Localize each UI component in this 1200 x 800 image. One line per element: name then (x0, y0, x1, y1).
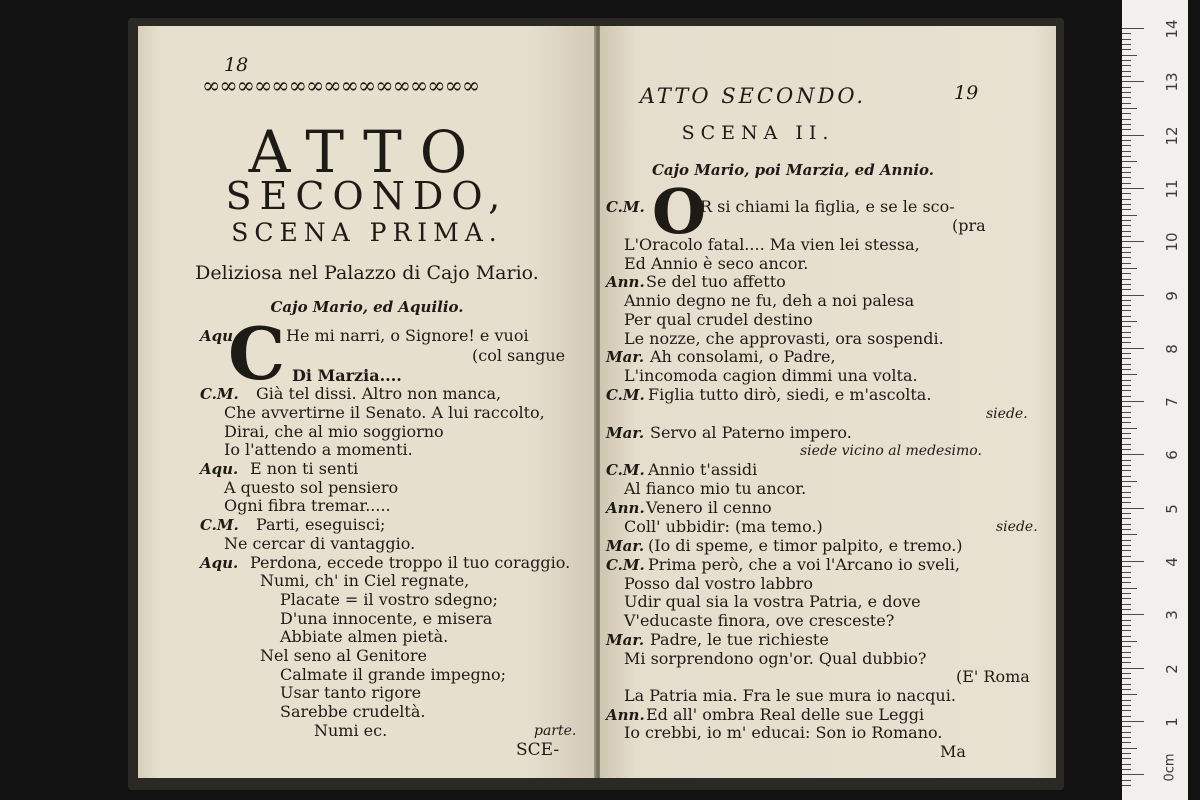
dialogue-line: Coll' ubbidir: (ma temo.) (624, 517, 823, 536)
ruler-tick (1122, 81, 1144, 82)
ruler-tick (1122, 785, 1131, 786)
ruler-label: 11 (1163, 179, 1181, 199)
ruler-tick (1122, 263, 1131, 264)
ruler-tick (1122, 353, 1131, 354)
act-number: SECONDO, (225, 174, 509, 218)
ruler-tick (1122, 412, 1131, 413)
ruler-tick (1122, 279, 1131, 280)
ruler-tick (1122, 332, 1131, 333)
ruler-tick (1122, 44, 1131, 45)
ruler-label: 8 (1163, 344, 1181, 354)
dialogue-line: Ah consolami, o Padre, (650, 347, 836, 366)
ruler-tick (1122, 284, 1131, 285)
ruler-tick (1122, 673, 1131, 674)
ruler-tick (1122, 705, 1131, 706)
ruler-tick (1122, 60, 1131, 61)
ruler-tick (1122, 764, 1131, 765)
ruler-tick (1122, 508, 1144, 509)
ruler-tick (1122, 49, 1131, 50)
dialogue-line: He mi narri, o Signore! e vuoi (286, 326, 529, 345)
speaker-label: C.M. (606, 461, 645, 479)
ruler-tick (1122, 225, 1131, 226)
dialogue-line: Le nozze, che approvasti, ora sospendi. (624, 329, 944, 348)
speaker-label: C.M. (200, 385, 239, 403)
ruler-tick (1122, 385, 1131, 386)
ruler-tick (1122, 321, 1137, 322)
dialogue-line: E non ti senti (250, 459, 359, 478)
dialogue-line: Per qual crudel destino (624, 310, 813, 329)
ruler-tick (1122, 204, 1131, 205)
ruler-tick (1122, 598, 1131, 599)
ruler-tick (1122, 39, 1131, 40)
stage-direction: siede. (986, 406, 1028, 422)
dialogue-line: Usar tanto rigore (280, 683, 422, 702)
ruler-tick (1122, 273, 1131, 274)
ruler-tick (1122, 566, 1131, 567)
ruler-tick (1122, 33, 1131, 34)
scene-persons: Cajo Mario, ed Aquilio. (270, 298, 464, 316)
dialogue-line: Ne cercar di vantaggio. (224, 534, 416, 553)
ruler-tick (1122, 492, 1131, 493)
ruler-tick (1122, 556, 1131, 557)
ruler-tick (1122, 300, 1131, 301)
ruler-label: 7 (1163, 397, 1181, 407)
dialogue-line: (E' Roma (956, 667, 1030, 686)
dialogue-line: A questo sol pensiero (224, 478, 399, 497)
ruler-tick (1122, 172, 1131, 173)
speaker-label: C.M. (606, 386, 645, 404)
ruler-tick (1122, 28, 1144, 29)
ruler-tick (1122, 646, 1131, 647)
stage-direction: siede vicino al medesimo. (800, 443, 982, 459)
ruler-tick (1122, 390, 1131, 391)
ruler-tick (1122, 108, 1137, 109)
ruler-tick (1122, 561, 1144, 562)
dialogue-line: D'una innocente, e misera (280, 609, 493, 628)
ruler-tick (1122, 252, 1131, 253)
ruler-tick (1122, 438, 1131, 439)
dialogue-line: Io l'attendo a momenti. (224, 440, 413, 459)
ruler-tick (1122, 310, 1131, 311)
ruler-label: 2 (1163, 663, 1181, 674)
page-number: 18 (224, 54, 249, 76)
dialogue-line: Figlia tutto dirò, siedi, e m'ascolta. (648, 385, 932, 404)
dialogue-line: Perdona, eccede troppo il tuo coraggio. (250, 553, 571, 572)
dialogue-line: Di Marzia.... (292, 366, 402, 385)
ruler-tick (1122, 295, 1144, 296)
ruler-tick (1122, 582, 1131, 583)
ruler-tick (1122, 641, 1137, 642)
ruler-tick (1122, 145, 1131, 146)
measurement-ruler (1122, 0, 1188, 800)
ruler-tick (1122, 620, 1131, 621)
ruler-label: 1 (1163, 717, 1181, 727)
ruler-tick (1122, 55, 1137, 56)
dialogue-line: Ogni fibra tremar..... (224, 496, 391, 515)
ruler-tick (1122, 454, 1144, 455)
dialogue-line: Annio degno ne fu, deh a noi palesa (624, 291, 915, 310)
ruler-tick (1122, 193, 1131, 194)
ruler-tick (1122, 716, 1131, 717)
ruler-tick (1122, 124, 1131, 125)
drop-cap: O (652, 175, 707, 248)
ruler-tick (1122, 524, 1131, 525)
ruler-tick (1122, 668, 1144, 669)
ruler-tick (1122, 433, 1131, 434)
ruler-tick (1122, 380, 1131, 381)
ruler-tick (1122, 497, 1131, 498)
dialogue-line: Servo al Paterno impero. (650, 423, 852, 442)
ruler-tick (1122, 428, 1137, 429)
catchword: SCE- (516, 740, 560, 760)
ruler-label: 6 (1163, 450, 1181, 461)
dialogue-line: (Io di speme, e timor palpito, e tremo.) (648, 536, 963, 555)
ruler-tick (1122, 97, 1131, 98)
running-head: ATTO SECONDO. (639, 84, 867, 108)
ruler-tick (1122, 742, 1131, 743)
ruler-tick (1122, 87, 1131, 88)
speaker-label: Mar. (606, 537, 645, 555)
ruler-tick (1122, 369, 1131, 370)
ruler-tick (1122, 518, 1131, 519)
stage-direction: parte. (534, 723, 577, 739)
page-number: 19 (954, 82, 979, 104)
ruler-tick (1122, 630, 1131, 631)
ruler-tick (1122, 444, 1131, 445)
ruler-tick (1122, 199, 1131, 200)
speaker-label: C.M. (200, 516, 239, 534)
ruler-tick (1122, 625, 1131, 626)
dialogue-line: Calmate il grande impegno; (280, 665, 507, 684)
scene-setting: Deliziosa nel Palazzo di Cajo Mario. (195, 262, 539, 284)
ruler-label: 13 (1163, 72, 1181, 92)
scene-title: SCENA PRIMA. (231, 218, 503, 247)
ruler-tick (1122, 113, 1131, 114)
ruler-tick (1122, 156, 1131, 157)
ruler-tick (1122, 748, 1137, 749)
ruler-label: 12 (1163, 126, 1181, 146)
ruler-tick (1122, 396, 1131, 397)
dialogue-line: Posso dal vostro labbro (624, 574, 813, 593)
ruler-tick (1122, 481, 1137, 482)
ruler-tick (1122, 358, 1131, 359)
dialogue-line: Numi ec. (314, 721, 388, 740)
ruler-tick (1122, 684, 1131, 685)
speaker-label: Ann. (606, 499, 645, 517)
dialogue-line: Venero il cenno (646, 498, 772, 517)
ruler-unit-label: 0cm (1162, 753, 1178, 782)
ruler-tick (1122, 636, 1131, 637)
ruler-tick (1122, 662, 1131, 663)
ruler-tick (1122, 588, 1137, 589)
dialogue-line: Placate = il vostro sdegno; (280, 590, 498, 609)
ornament-border: ∞∞∞∞∞∞∞∞∞∞∞∞∞∞∞∞ (202, 74, 480, 98)
ruler-tick (1122, 129, 1131, 130)
dialogue-line: Udir qual sia la vostra Patria, e dove (624, 592, 921, 611)
dialogue-line: Io crebbi, io m' educai: Son io Romano. (624, 723, 943, 742)
dialogue-line: R si chiami la figlia, e se le sco- (700, 197, 955, 216)
ruler-label: 9 (1163, 290, 1181, 301)
scene-persons: Cajo Mario, poi Marzia, ed Annio. (651, 161, 935, 179)
ruler-tick (1122, 215, 1137, 216)
ruler-tick (1122, 721, 1144, 722)
speaker-label: C.M. (606, 556, 645, 574)
ruler-tick (1122, 678, 1131, 679)
dialogue-line: V'educaste finora, ove cresceste? (624, 611, 895, 630)
dialogue-line: Annio t'assidi (648, 460, 758, 479)
act-title: ATTO (248, 118, 486, 186)
speaker-label: Mar. (606, 424, 645, 442)
ruler-tick (1122, 657, 1131, 658)
dialogue-line: L'Oracolo fatal.... Ma vien lei stessa, (624, 235, 920, 254)
ruler-tick (1122, 342, 1131, 343)
ruler-tick (1122, 374, 1137, 375)
ruler-tick (1122, 476, 1131, 477)
ruler-tick (1122, 593, 1131, 594)
ruler-tick (1122, 700, 1131, 701)
ruler-tick (1122, 236, 1131, 237)
ruler-tick (1122, 732, 1131, 733)
speaker-label: Mar. (606, 348, 645, 366)
ruler-tick (1122, 417, 1131, 418)
ruler-tick (1122, 449, 1131, 450)
ruler-tick (1122, 545, 1131, 546)
ruler-tick (1122, 460, 1131, 461)
ruler-tick (1122, 780, 1131, 781)
ruler-tick (1122, 694, 1137, 695)
left-page (138, 26, 596, 778)
dialogue-line: (col sangue (472, 346, 566, 365)
ruler-tick (1122, 710, 1131, 711)
dialogue-line: Ed all' ombra Real delle sue Leggi (646, 705, 925, 724)
dialogue-line: Abbiate almen pietà. (280, 627, 449, 646)
ruler-tick (1122, 364, 1131, 365)
dialogue-line: Ed Annio è seco ancor. (624, 254, 809, 273)
dialogue-line: Al fianco mio tu ancor. (624, 479, 807, 498)
ruler-tick (1122, 465, 1131, 466)
ruler-tick (1122, 183, 1131, 184)
dialogue-line: Già tel dissi. Altro non manca, (256, 384, 502, 403)
dialogue-line: L'incomoda cagion dimmi una volta. (624, 366, 918, 385)
ruler-tick (1122, 758, 1131, 759)
ruler-tick (1122, 247, 1131, 248)
speaker-label: Aqu. (200, 460, 239, 478)
scene-title: SCENA II. (681, 122, 835, 144)
ruler-tick (1122, 188, 1144, 189)
ruler-tick (1122, 231, 1131, 232)
dialogue-line: La Patria mia. Fra le sue mura io nacqui. (624, 686, 956, 705)
ruler-tick (1122, 550, 1131, 551)
dialogue-line: Prima però, che a voi l'Arcano io sveli, (648, 555, 960, 574)
ruler-tick (1122, 609, 1131, 610)
ruler-tick (1122, 502, 1131, 503)
ruler-tick (1122, 529, 1131, 530)
speaker-label: C.M. (606, 198, 645, 216)
ruler-tick (1122, 268, 1137, 269)
ruler-tick (1122, 486, 1131, 487)
drop-cap: C (228, 311, 286, 396)
ruler-tick (1122, 774, 1144, 775)
speaker-label: Ann. (606, 273, 645, 291)
ruler-tick (1122, 167, 1131, 168)
dialogue-line: Che avvertirne il Senato. A lui raccolto, (224, 403, 545, 422)
speaker-label: Mar. (606, 631, 645, 649)
ruler-tick (1122, 348, 1144, 349)
ruler-label: 14 (1163, 19, 1181, 39)
ruler-tick (1122, 103, 1131, 104)
ruler-tick (1122, 209, 1131, 210)
ruler-tick (1122, 119, 1131, 120)
speaker-label: Aqu. (200, 327, 239, 345)
ruler-tick (1122, 257, 1131, 258)
ruler-tick (1122, 76, 1131, 77)
dialogue-line: Dirai, che al mio soggiorno (224, 422, 444, 441)
ruler-tick (1122, 689, 1131, 690)
dialogue-line (200, 327, 238, 345)
right-page (600, 26, 1056, 778)
ruler-label: 10 (1163, 232, 1181, 252)
ruler-tick (1122, 534, 1137, 535)
ruler-tick (1122, 161, 1137, 162)
ruler-tick (1122, 577, 1131, 578)
ruler-tick (1122, 540, 1131, 541)
ruler-tick (1122, 406, 1131, 407)
ruler-tick (1122, 572, 1131, 573)
ruler-tick (1122, 652, 1131, 653)
ruler-tick (1122, 326, 1131, 327)
ruler-tick (1122, 614, 1144, 615)
ruler-tick (1122, 769, 1131, 770)
ruler-tick (1122, 753, 1131, 754)
ruler-label: 5 (1163, 503, 1181, 514)
stage-direction: siede. (996, 519, 1038, 535)
ruler-tick (1122, 513, 1131, 514)
ruler-tick (1122, 177, 1131, 178)
ruler-tick (1122, 305, 1131, 306)
ruler-tick (1122, 422, 1131, 423)
ruler-label: 3 (1163, 610, 1181, 621)
ruler-tick (1122, 92, 1131, 93)
dialogue-line: Mi sorprendono ogn'or. Qual dubbio? (624, 649, 927, 668)
ruler-tick (1122, 726, 1131, 727)
ruler-tick (1122, 71, 1131, 72)
dialogue-line: Numi, ch' in Ciel regnate, (260, 571, 470, 590)
ruler-tick (1122, 140, 1131, 141)
ruler-tick (1122, 316, 1131, 317)
ruler-tick (1122, 241, 1144, 242)
dialogue-line: Nel seno al Genitore (260, 646, 427, 665)
speaker-label: Ann. (606, 706, 645, 724)
ruler-tick (1122, 220, 1131, 221)
ruler-tick (1122, 151, 1131, 152)
ruler-label: 4 (1163, 557, 1181, 567)
ruler-tick (1122, 65, 1131, 66)
ruler-tick (1122, 470, 1131, 471)
ruler-tick (1122, 289, 1131, 290)
ruler-tick (1122, 135, 1144, 136)
dialogue-line: (pra (952, 216, 986, 235)
ruler-tick (1122, 401, 1144, 402)
speaker-label: Aqu. (200, 554, 239, 572)
dialogue-line: Se del tuo affetto (646, 272, 786, 291)
ruler-tick (1122, 737, 1131, 738)
catchword: Ma (940, 742, 966, 761)
dialogue-line: Sarebbe crudeltà. (280, 702, 426, 721)
ruler-tick (1122, 337, 1131, 338)
dialogue-line: Padre, le tue richieste (650, 630, 829, 649)
dialogue-line: Parti, eseguisci; (256, 515, 386, 534)
ruler-tick (1122, 604, 1131, 605)
